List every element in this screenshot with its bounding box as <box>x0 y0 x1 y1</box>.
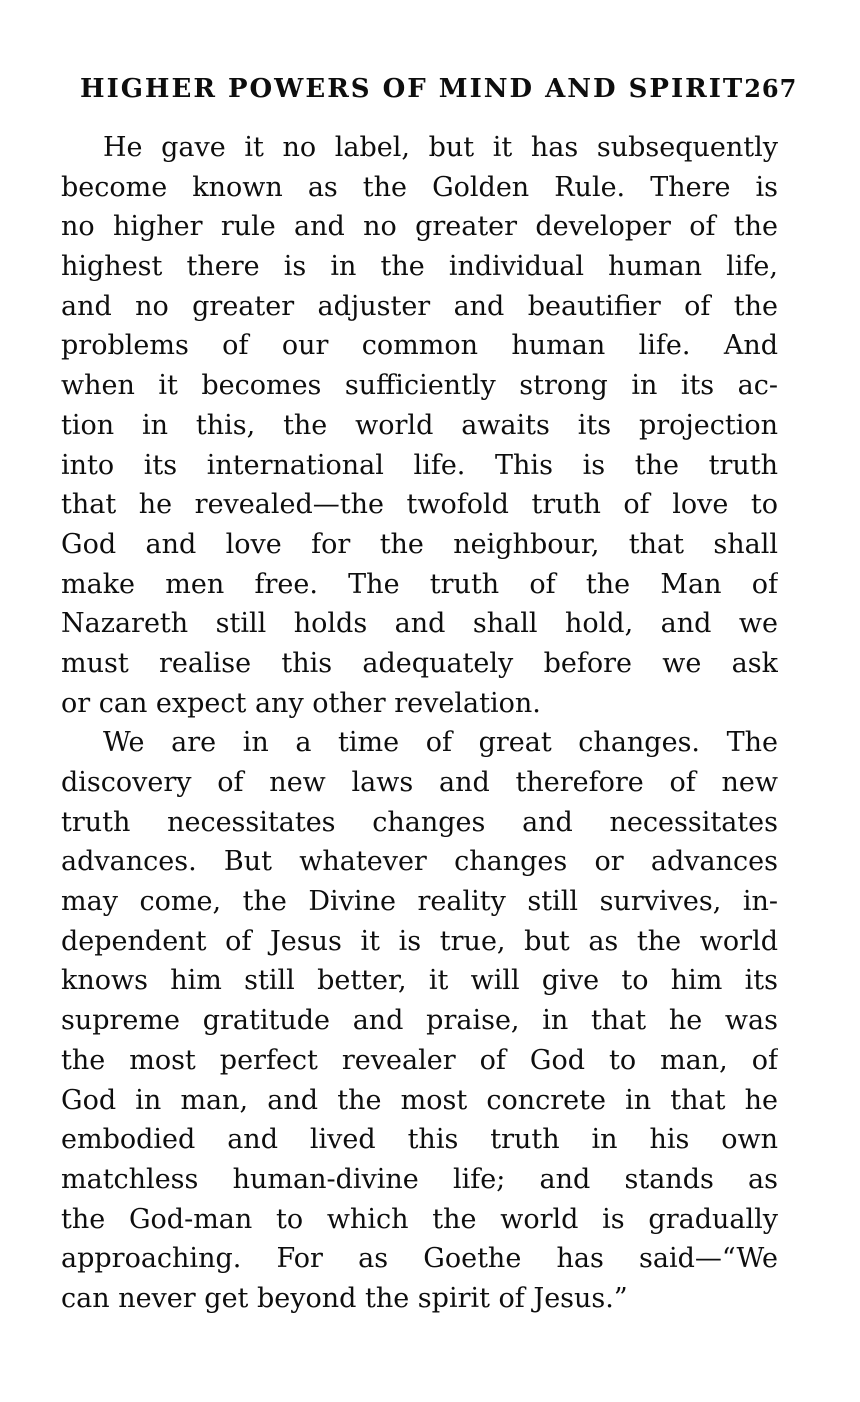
text-line: highest there is in the individual human life, <box>61 251 778 283</box>
text-line: become known as the Golden Rule. There is <box>61 171 778 203</box>
text-line: when it becomes sufficiently strong in its ac- <box>61 370 778 402</box>
paragraph <box>61 128 778 723</box>
text-line: Nazareth still holds and shall hold, and we <box>61 608 778 640</box>
text-line: approaching. For as Goethe has said—“We <box>61 1243 778 1275</box>
text-line: the God-man to which the world is gradually <box>61 1203 778 1235</box>
text-line: embodied and lived this truth in his own <box>61 1124 778 1156</box>
text-line: truth necessitates changes and necessitates <box>61 806 778 838</box>
text-line: God in man, and the most concrete in that he <box>61 1084 778 1116</box>
text-line: He gave it no label, but it has subsequently <box>103 132 778 163</box>
text-line: the most perfect revealer of God to man, of <box>61 1044 778 1076</box>
text-line: into its international life. This is the truth <box>61 449 778 481</box>
text-line: tion in this, the world awaits its projection <box>61 409 778 441</box>
running-header <box>61 72 798 106</box>
text-line: no higher rule and no greater developer of the <box>61 211 778 243</box>
text-line: that he revealed—the twofold truth of love to <box>61 489 778 521</box>
text-line: knows him still better, it will give to him its <box>61 965 778 997</box>
text-line: or can expect any other revelation. <box>61 687 541 719</box>
text-line: must realise this adequately before we ask <box>61 647 778 679</box>
text-line: matchless human-divine life; and stands as <box>61 1163 778 1195</box>
running-header-title: HIGHER POWERS OF MIND AND SPIRIT <box>80 74 745 104</box>
text-line: may come, the Divine reality still survives, in- <box>61 886 778 918</box>
text-line: make men free. The truth of the Man of <box>61 568 778 600</box>
text-line: discovery of new laws and therefore of new <box>61 767 778 798</box>
text-line: advances. But whatever changes or advances <box>61 846 778 878</box>
text-line: God and love for the neighbour, that shall <box>61 528 778 560</box>
text-line: problems of our common human life. And <box>61 330 778 362</box>
text-line: and no greater adjuster and beautifier of the <box>61 290 778 322</box>
page-body <box>61 128 778 1319</box>
text-line: supreme gratitude and praise, in that he was <box>61 1005 778 1037</box>
text-line: We are in a time of great changes. The <box>103 727 778 759</box>
text-line: dependent of Jesus it is true, but as the world <box>61 925 778 957</box>
paragraph <box>61 723 778 1318</box>
text-line: can never get beyond the spirit of Jesus.” <box>61 1282 628 1314</box>
page-number: 267 <box>744 74 798 103</box>
